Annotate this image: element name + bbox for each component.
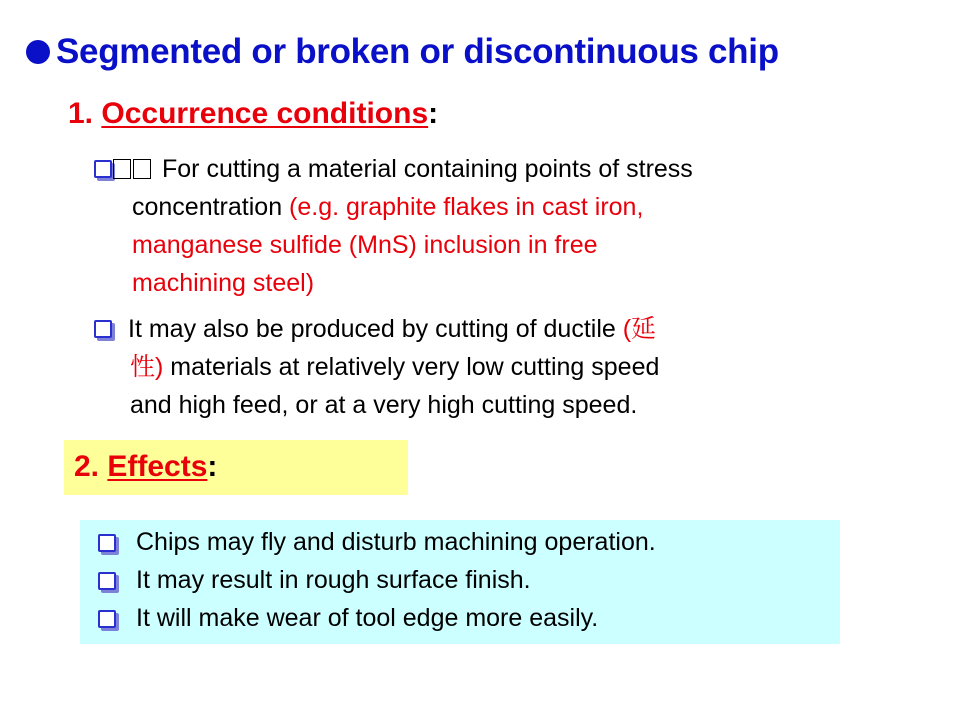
missing-glyph-icon	[113, 159, 131, 179]
list-item	[98, 528, 656, 557]
missing-glyph-icon	[133, 159, 151, 179]
occurrence-colon: :	[428, 97, 439, 130]
occurrence-heading-text: Occurrence conditions	[101, 97, 429, 130]
bullet-text: For cutting a material containing points of stress	[162, 155, 693, 183]
effects-heading-text: Effects	[107, 450, 208, 483]
bullet-text: concentration	[132, 193, 290, 221]
bullet-text-red: 性)	[130, 353, 164, 381]
bullet-dot-icon	[26, 40, 50, 64]
list-item	[98, 566, 531, 595]
bullet-text-red: machining steel)	[132, 269, 315, 297]
checkbox-icon	[98, 610, 116, 628]
effects-list	[80, 520, 840, 644]
effect-text: It may result in rough surface finish.	[136, 566, 531, 594]
checkbox-icon	[94, 320, 112, 338]
checkbox-icon	[98, 572, 116, 590]
effects-heading	[74, 450, 217, 484]
bullet-text: It may also be produced by cutting of ductile	[128, 315, 623, 343]
effects-colon: :	[207, 450, 218, 483]
occurrence-bullet-1	[94, 150, 874, 302]
bullet-text-red: manganese sulfide (MnS) inclusion in free	[132, 231, 598, 259]
bullet-text-red: (e.g. graphite flakes in cast iron,	[289, 193, 644, 221]
effects-number: 2.	[74, 450, 100, 483]
occurrence-number: 1.	[68, 97, 94, 130]
effect-text: It will make wear of tool edge more easily.	[136, 604, 599, 632]
bullet-text: materials at relatively very low cutting speed	[163, 353, 660, 381]
checkbox-icon	[94, 160, 112, 178]
list-item	[98, 604, 598, 633]
bullet-text: and high feed, or at a very high cutting speed.	[130, 391, 638, 419]
slide-title	[26, 32, 779, 72]
bullet-text-red: (延	[622, 315, 657, 343]
effect-text: Chips may fly and disturb machining operation.	[136, 528, 656, 556]
title-text: Segmented or broken or discontinuous chip	[56, 32, 779, 71]
occurrence-heading	[68, 97, 438, 131]
checkbox-icon	[98, 534, 116, 552]
occurrence-bullet-2	[94, 310, 854, 424]
